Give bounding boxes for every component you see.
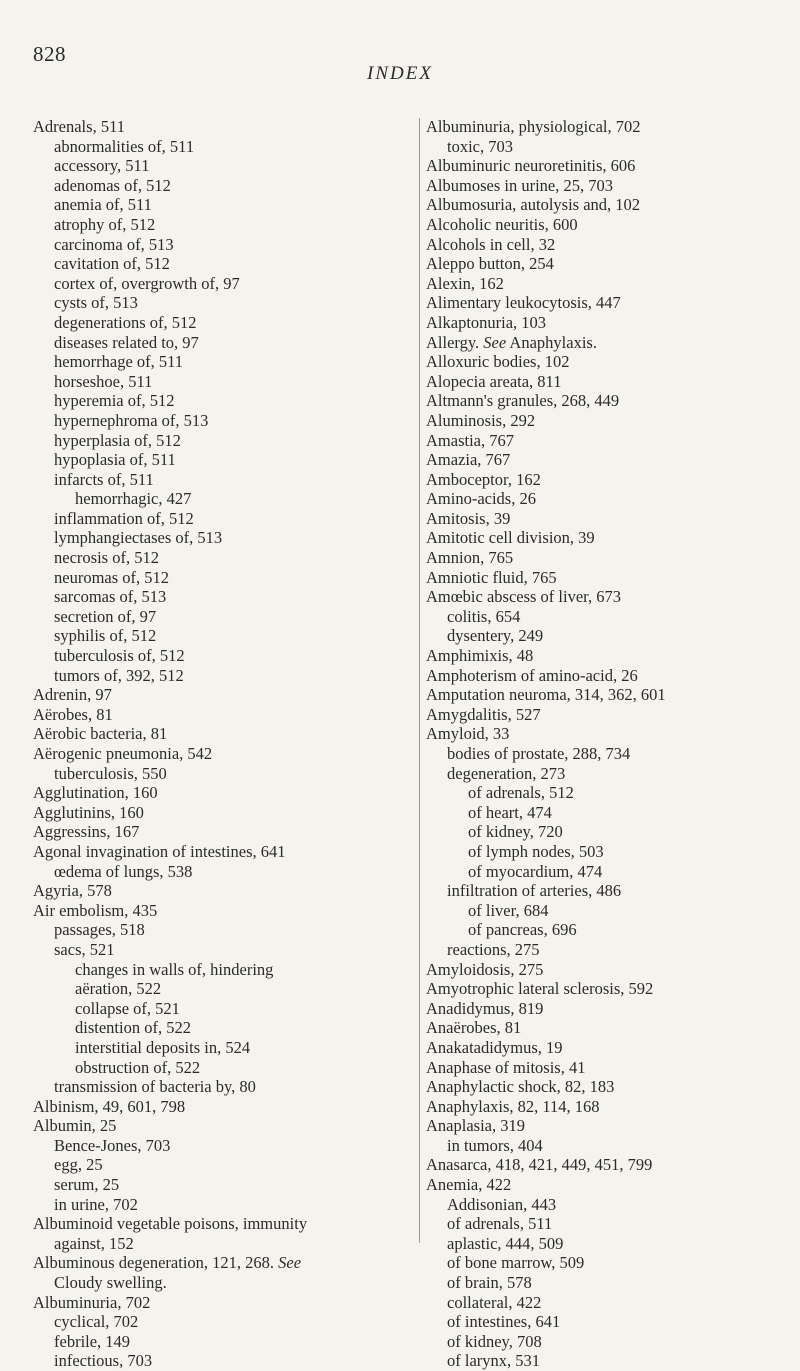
index-subentry <box>33 215 413 235</box>
index-entry <box>33 685 413 705</box>
index-entry <box>33 901 413 921</box>
index-entry <box>426 705 786 725</box>
see-target: Anaphylaxis. <box>509 332 597 352</box>
index-subentry <box>33 195 413 215</box>
index-subentry <box>33 391 413 411</box>
index-entry <box>426 352 786 372</box>
entry-text: Alopecia areata, 811 <box>426 371 562 391</box>
index-subentry <box>426 940 786 960</box>
entry-text: dysentery, 249 <box>447 626 544 646</box>
entry-text: cavitation of, 512 <box>54 254 170 274</box>
entry-text: Amnion, 765 <box>426 548 514 568</box>
index-subentry <box>33 313 413 333</box>
entry-text: Allergy. <box>426 332 480 352</box>
entry-text: Amygdalitis, 527 <box>426 704 541 724</box>
entry-text: anemia of, 511 <box>54 195 152 215</box>
index-subentry <box>426 901 786 921</box>
entry-text: of pancreas, 696 <box>468 920 577 940</box>
index-entry <box>426 274 786 294</box>
entry-text: collapse of, 521 <box>75 998 180 1018</box>
entry-text: Amphimixis, 48 <box>426 646 534 666</box>
entry-text: Aggressins, 167 <box>33 822 140 842</box>
entry-text: lymphangiectases of, 513 <box>54 528 223 548</box>
index-subentry <box>33 1175 413 1195</box>
entry-text: Amino-acids, 26 <box>426 489 536 509</box>
entry-text: carcinoma of, 513 <box>54 234 174 254</box>
index-entry <box>426 489 786 509</box>
index-entry <box>426 470 786 490</box>
entry-text: interstitial deposits in, 524 <box>75 1037 251 1057</box>
entry-text: Anaphylaxis, 82, 114, 168 <box>426 1096 600 1116</box>
entry-text: of adrenals, 512 <box>468 783 574 803</box>
index-entry <box>426 528 786 548</box>
entry-text: of liver, 684 <box>468 900 549 920</box>
index-subentry <box>33 666 413 686</box>
index-entry <box>426 215 786 235</box>
index-entry <box>33 1097 413 1117</box>
index-subentry <box>426 607 786 627</box>
entry-text: of lymph nodes, 503 <box>468 841 604 861</box>
entry-text: cyclical, 702 <box>54 1312 139 1332</box>
entry-text: neuromas of, 512 <box>54 567 170 587</box>
entry-text: necrosis of, 512 <box>54 548 159 568</box>
index-subentry <box>426 783 786 803</box>
entry-text: Anaplasia, 319 <box>426 1116 525 1136</box>
index-subentry <box>426 822 786 842</box>
index-subentry <box>33 450 413 470</box>
entry-text: against, 152 <box>54 1233 134 1253</box>
entry-text: degenerations of, 512 <box>54 312 197 332</box>
entry-text: infiltration of arteries, 486 <box>447 881 622 901</box>
entry-text: serum, 25 <box>54 1175 120 1195</box>
entry-text: Agglutination, 160 <box>33 783 158 803</box>
index-entry <box>426 1116 786 1136</box>
index-subentry <box>426 764 786 784</box>
index-subentry <box>33 1038 413 1058</box>
index-subentry <box>426 744 786 764</box>
index-subentry <box>426 137 786 157</box>
entry-text: Anaphase of mitosis, 41 <box>426 1057 586 1077</box>
index-entry <box>33 1293 413 1313</box>
index-subentry <box>33 1155 413 1175</box>
index-entry <box>33 783 413 803</box>
index-subentry <box>426 842 786 862</box>
entry-text: Albumosuria, autolysis and, 102 <box>426 195 641 215</box>
entry-text: Albuminuric neuroretinitis, 606 <box>426 156 636 176</box>
index-entry <box>426 450 786 470</box>
index-subentry <box>33 137 413 157</box>
entry-text: Anemia, 422 <box>426 1175 512 1195</box>
index-subentry <box>33 1332 413 1352</box>
entry-text: of intestines, 641 <box>447 1312 561 1332</box>
index-entry <box>426 313 786 333</box>
entry-text: Adrenin, 97 <box>33 685 112 705</box>
entry-text: obstruction of, 522 <box>75 1057 201 1077</box>
entry-text: Albuminoid vegetable poisons, immunity <box>33 1214 308 1234</box>
entry-text: Agglutinins, 160 <box>33 802 144 822</box>
index-entry <box>426 235 786 255</box>
index-subentry <box>33 274 413 294</box>
index-entry <box>426 431 786 451</box>
index-subentry <box>33 470 413 490</box>
index-entry <box>426 587 786 607</box>
entry-text: Amyotrophic lateral sclerosis, 592 <box>426 979 654 999</box>
index-entry <box>426 195 786 215</box>
index-subentry <box>33 607 413 627</box>
entry-text: horseshoe, 511 <box>54 371 153 391</box>
index-entry <box>426 1175 786 1195</box>
index-subentry <box>33 862 413 882</box>
entry-text: Alkaptonuria, 103 <box>426 312 547 332</box>
index-subentry <box>33 1312 413 1332</box>
index-subentry <box>33 176 413 196</box>
index-subentry <box>426 1332 786 1352</box>
entry-text: Amboceptor, 162 <box>426 469 541 489</box>
index-entry <box>33 842 413 862</box>
entry-text: transmission of bacteria by, 80 <box>54 1077 256 1097</box>
entry-text: Addisonian, 443 <box>447 1194 557 1214</box>
entry-text: Anaphylactic shock, 82, 183 <box>426 1077 615 1097</box>
index-subentry <box>33 568 413 588</box>
index-subentry <box>33 1351 413 1371</box>
index-entry <box>426 1058 786 1078</box>
entry-text: Aërogenic pneumonia, 542 <box>33 744 213 763</box>
entry-text: reactions, 275 <box>447 939 540 959</box>
index-column-left <box>33 117 413 1371</box>
index-subentry <box>33 1077 413 1097</box>
index-subentry <box>426 803 786 823</box>
index-subentry <box>426 1234 786 1254</box>
entry-text: œdema of lungs, 538 <box>54 861 193 881</box>
index-entry <box>33 1253 413 1273</box>
index-entry <box>33 803 413 823</box>
entry-text: sarcomas of, 513 <box>54 587 167 607</box>
index-entry <box>426 372 786 392</box>
entry-text: Altmann's granules, 268, 449 <box>426 391 620 411</box>
entry-text: bodies of prostate, 288, 734 <box>447 744 631 763</box>
index-subentry <box>33 254 413 274</box>
index-subentry <box>33 940 413 960</box>
index-subentry <box>33 548 413 568</box>
entry-text: hemorrhagic, 427 <box>75 489 192 509</box>
index-subentry <box>33 1136 413 1156</box>
entry-text: egg, 25 <box>54 1155 103 1175</box>
entry-text: Albuminous degeneration, 121, 268. <box>33 1253 275 1273</box>
entry-text: Amphoterism of amino-acid, 26 <box>426 665 638 685</box>
index-subentry <box>33 979 413 999</box>
entry-text: secretion of, 97 <box>54 606 157 626</box>
see-reference: See <box>278 1253 302 1273</box>
index-subentry <box>33 920 413 940</box>
entry-text: cortex of, overgrowth of, 97 <box>54 273 240 293</box>
index-entry <box>426 1018 786 1038</box>
entry-text: infectious, 703 <box>54 1351 153 1371</box>
entry-text: hyperemia of, 512 <box>54 391 175 411</box>
entry-text: Albuminuria, 702 <box>33 1292 151 1312</box>
entry-text: in urine, 702 <box>54 1194 138 1214</box>
entry-text: of larynx, 531 <box>447 1351 541 1371</box>
index-entry <box>426 1077 786 1097</box>
entry-text: of brain, 578 <box>447 1273 532 1293</box>
entry-text: of adrenals, 511 <box>447 1214 553 1234</box>
entry-text: degeneration, 273 <box>447 763 566 783</box>
entry-text: Anadidymus, 819 <box>426 998 544 1018</box>
entry-text: Agyria, 578 <box>33 881 112 901</box>
entry-text: syphilis of, 512 <box>54 626 157 646</box>
index-entry <box>426 646 786 666</box>
entry-text: Amyloid, 33 <box>426 724 510 744</box>
entry-text: Amastia, 767 <box>426 430 514 450</box>
index-subentry <box>33 528 413 548</box>
entry-text: Amitosis, 39 <box>426 508 511 528</box>
page-number: 828 <box>33 42 66 66</box>
see-reference: See <box>483 332 507 352</box>
entry-text: Air embolism, 435 <box>33 900 158 920</box>
index-entry <box>426 509 786 529</box>
index-entry <box>426 391 786 411</box>
entry-text: changes in walls of, hindering <box>75 959 274 979</box>
index-subentry <box>426 1293 786 1313</box>
index-entry <box>33 117 413 137</box>
index-entry <box>426 666 786 686</box>
index-subentry <box>33 1195 413 1215</box>
index-subentry <box>33 1058 413 1078</box>
index-entry <box>426 685 786 705</box>
entry-text: inflammation of, 512 <box>54 508 194 528</box>
index-entry <box>426 724 786 744</box>
entry-text: collateral, 422 <box>447 1292 542 1312</box>
index-subentry <box>426 920 786 940</box>
entry-text: sacs, 521 <box>54 939 115 959</box>
entry-text: Amazia, 767 <box>426 450 511 470</box>
entry-text: of heart, 474 <box>468 802 552 822</box>
entry-text: of bone marrow, 509 <box>447 1253 585 1273</box>
index-subentry <box>33 509 413 529</box>
entry-text: Aleppo button, 254 <box>426 254 554 274</box>
entry-text: Amitotic cell division, 39 <box>426 528 595 548</box>
index-subentry <box>426 1136 786 1156</box>
entry-text: Aërobes, 81 <box>33 704 113 724</box>
entry-text: tumors of, 392, 512 <box>54 665 184 685</box>
index-subentry <box>426 1351 786 1371</box>
column-divider <box>419 118 420 1243</box>
entry-text: atrophy of, 512 <box>54 214 156 234</box>
index-subentry <box>33 999 413 1019</box>
index-subentry <box>33 1273 413 1293</box>
entry-text: Anakatadidymus, 19 <box>426 1037 563 1057</box>
entry-text: Cloudy swelling. <box>54 1273 167 1293</box>
index-entry <box>33 724 413 744</box>
entry-text: hyperplasia of, 512 <box>54 430 181 450</box>
entry-text: infarcts of, 511 <box>54 469 154 489</box>
entry-text: Albumin, 25 <box>33 1116 117 1136</box>
index-entry <box>33 822 413 842</box>
entry-text: Amputation neuroma, 314, 362, 601 <box>426 685 666 705</box>
entry-text: Alloxuric bodies, 102 <box>426 352 570 372</box>
index-entry <box>426 999 786 1019</box>
entry-text: Amniotic fluid, 765 <box>426 567 557 587</box>
entry-text: diseases related to, 97 <box>54 332 199 352</box>
index-entry <box>33 1214 413 1234</box>
index-entry <box>426 333 786 353</box>
index-entry <box>426 1038 786 1058</box>
index-entry <box>33 1116 413 1136</box>
index-subentry <box>426 1214 786 1234</box>
index-entry <box>426 979 786 999</box>
index-subentry <box>426 862 786 882</box>
index-entry <box>426 293 786 313</box>
entry-text: Agonal invagination of intestines, 641 <box>33 841 286 861</box>
entry-text: Alcohols in cell, 32 <box>426 234 556 254</box>
index-entry <box>426 156 786 176</box>
entry-text: Amyloidosis, 275 <box>426 959 544 979</box>
index-entry <box>426 117 786 137</box>
entry-text: Anaërobes, 81 <box>426 1018 522 1038</box>
entry-text: distention of, 522 <box>75 1018 191 1038</box>
entry-text: in tumors, 404 <box>447 1135 543 1155</box>
entry-text: of kidney, 720 <box>468 822 563 842</box>
entry-text: of kidney, 708 <box>447 1331 542 1351</box>
index-subentry <box>33 1018 413 1038</box>
index-subentry <box>33 293 413 313</box>
entry-text: adenomas of, 512 <box>54 175 171 195</box>
entry-text: Albuminuria, physiological, 702 <box>426 117 641 136</box>
index-subentry <box>33 431 413 451</box>
entry-text: Albinism, 49, 601, 798 <box>33 1096 186 1116</box>
index-subentry <box>33 626 413 646</box>
index-subentry <box>33 1234 413 1254</box>
entry-text: toxic, 703 <box>447 136 513 156</box>
index-subentry <box>33 587 413 607</box>
index-subentry <box>33 646 413 666</box>
entry-text: Anasarca, 418, 421, 449, 451, 799 <box>426 1155 653 1175</box>
index-subentry <box>33 156 413 176</box>
entry-text: aëration, 522 <box>75 979 162 999</box>
index-entry <box>33 881 413 901</box>
entry-text: hypoplasia of, 511 <box>54 450 176 470</box>
index-subentry <box>426 1273 786 1293</box>
index-entry <box>426 960 786 980</box>
index-entry <box>33 705 413 725</box>
index-subentry <box>33 235 413 255</box>
entry-text: febrile, 149 <box>54 1331 131 1351</box>
entry-text: hemorrhage of, 511 <box>54 352 184 372</box>
entry-text: Alimentary leukocytosis, 447 <box>426 293 621 313</box>
index-subentry <box>426 1253 786 1273</box>
entry-text: hypernephroma of, 513 <box>54 410 209 430</box>
index-subentry <box>33 352 413 372</box>
index-subentry <box>426 1312 786 1332</box>
entry-text: of myocardium, 474 <box>468 861 603 881</box>
entry-text: cysts of, 513 <box>54 293 138 313</box>
index-subentry <box>33 333 413 353</box>
index-entry <box>426 548 786 568</box>
index-subentry <box>33 489 413 509</box>
entry-text: Aluminosis, 292 <box>426 410 536 430</box>
entry-text: Albumoses in urine, 25, 703 <box>426 175 613 195</box>
index-entry <box>426 411 786 431</box>
entry-text: accessory, 511 <box>54 156 150 176</box>
entry-text: Amœbic abscess of liver, 673 <box>426 587 622 607</box>
entry-text: tuberculosis, 550 <box>54 763 167 783</box>
entry-text: Alcoholic neuritis, 600 <box>426 214 578 234</box>
index-entry <box>426 176 786 196</box>
entry-text: abnormalities of, 511 <box>54 136 195 156</box>
entry-text: Bence-Jones, 703 <box>54 1135 171 1155</box>
index-subentry <box>33 764 413 784</box>
index-entry <box>426 254 786 274</box>
entry-text: Alexin, 162 <box>426 273 504 293</box>
running-head: INDEX <box>367 63 433 84</box>
index-entry <box>426 568 786 588</box>
entry-text: passages, 518 <box>54 920 145 940</box>
index-entry <box>426 1097 786 1117</box>
entry-text: aplastic, 444, 509 <box>447 1233 564 1253</box>
index-entry <box>33 744 413 764</box>
index-entry <box>426 1155 786 1175</box>
index-subentry <box>426 881 786 901</box>
entry-text: colitis, 654 <box>447 606 521 626</box>
index-column-right <box>426 117 786 1371</box>
entry-text: Adrenals, 511 <box>33 117 125 136</box>
index-subentry <box>426 1195 786 1215</box>
index-subentry <box>33 960 413 980</box>
index-subentry <box>33 411 413 431</box>
index-subentry <box>33 372 413 392</box>
index-subentry <box>426 626 786 646</box>
entry-text: tuberculosis of, 512 <box>54 646 185 666</box>
entry-text: Aërobic bacteria, 81 <box>33 724 168 744</box>
